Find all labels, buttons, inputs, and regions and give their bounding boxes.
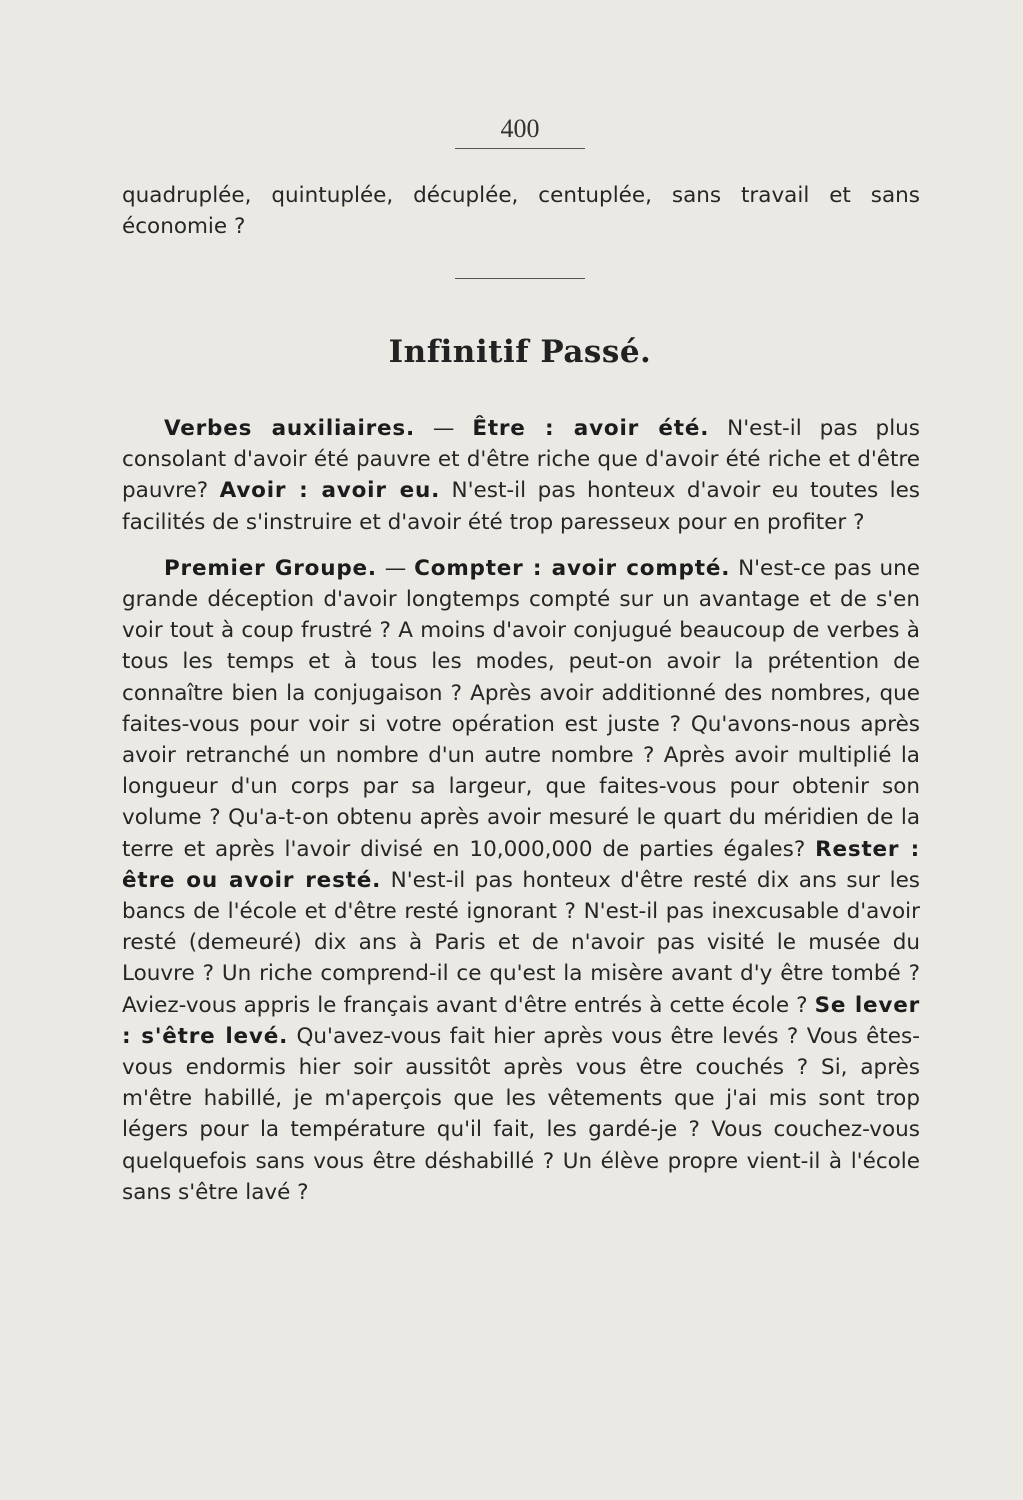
text-avoir: N'est-il pas honteux d'avoir eu toutes les facilités de s'instruire et d'avoir été trop paresseux pour en profiter ? [122,478,921,535]
label-verbes-auxiliaires: Verbes auxiliaires. [164,416,415,441]
label-rester: Rester : être ou avoir resté. [122,836,920,893]
top-divider [455,148,585,149]
page-number: 400 [500,114,540,143]
section-divider [455,278,585,279]
label-avoir: Avoir : avoir eu. [219,478,441,504]
paragraph-premier-groupe [122,553,920,1208]
intro-paragraph [122,180,920,242]
text-etre: N'est-il pas plus consolant d'avoir été pauvre et d'être riche que d'avoir été riche et d'être pauvre? [122,416,920,504]
intro-text: quadruplée, quintuplée, décuplée, centuplée, sans travail et sans économie ? [122,183,920,240]
dash: — [376,555,415,581]
dash: — [415,416,473,441]
paragraph-auxiliaires [122,413,920,538]
text-se-lever: Qu'avez-vous fait hier après vous être levés ? Vous êtes-vous endormis hier soir aussitôt après vous être couchés ? Si, après m'être habillé, je m'aperçois que les vêtements que j'ai mis sont trop légers pour la température qu'il fait, les gardé-je ? Vous couchez-vous quelquefois sans vous être déshabillé ? Un élève propre vient-il à l'école sans s'être lavé ? [122,1023,920,1205]
text-rester: N'est-il pas honteux d'être resté dix ans sur les bancs de l'école et d'être resté ignorant ? N'est-il pas inexcusable d'avoir resté (demeuré) dix ans à Paris et de n'avoir pas visité le musée du Louvre ? Un riche comprend-il ce qu'est la misère avant d'y être tombé ? Aviez-vous appris le français avant d'être entrés à cette école ? [122,867,920,1018]
label-premier-groupe: Premier Groupe. [164,555,377,581]
label-se-lever: Se lever : s'être levé. [122,992,920,1049]
label-etre: Être : avoir été. [472,416,710,441]
label-compter: Compter : avoir compté. [414,555,731,581]
text-compter: N'est-ce pas une grande déception d'avoir longtemps compté sur un avantage et de s'en voir tout à coup frustré ? A moins d'avoir conjugué beaucoup de verbes à tous les temps et à tous les modes, peut-on avoir la prétention de connaître bien la conjugaison ? Après avoir additionné des nombres, que faites-vous pour voir si votre opération est juste ? Qu'avons-nous après avoir retranché un nombre d'un autre nombre ? Après avoir multiplié la longueur d'un corps par sa largeur, que faites-vous pour obtenir son volume ? Qu'a-t-on obtenu après avoir mesuré le quart du méridien de la terre et après l'avoir divisé en 10,000,000 de parties égales? [122,555,920,862]
body-text [122,413,920,1208]
section-title: Infinitif Passé. [388,334,652,370]
